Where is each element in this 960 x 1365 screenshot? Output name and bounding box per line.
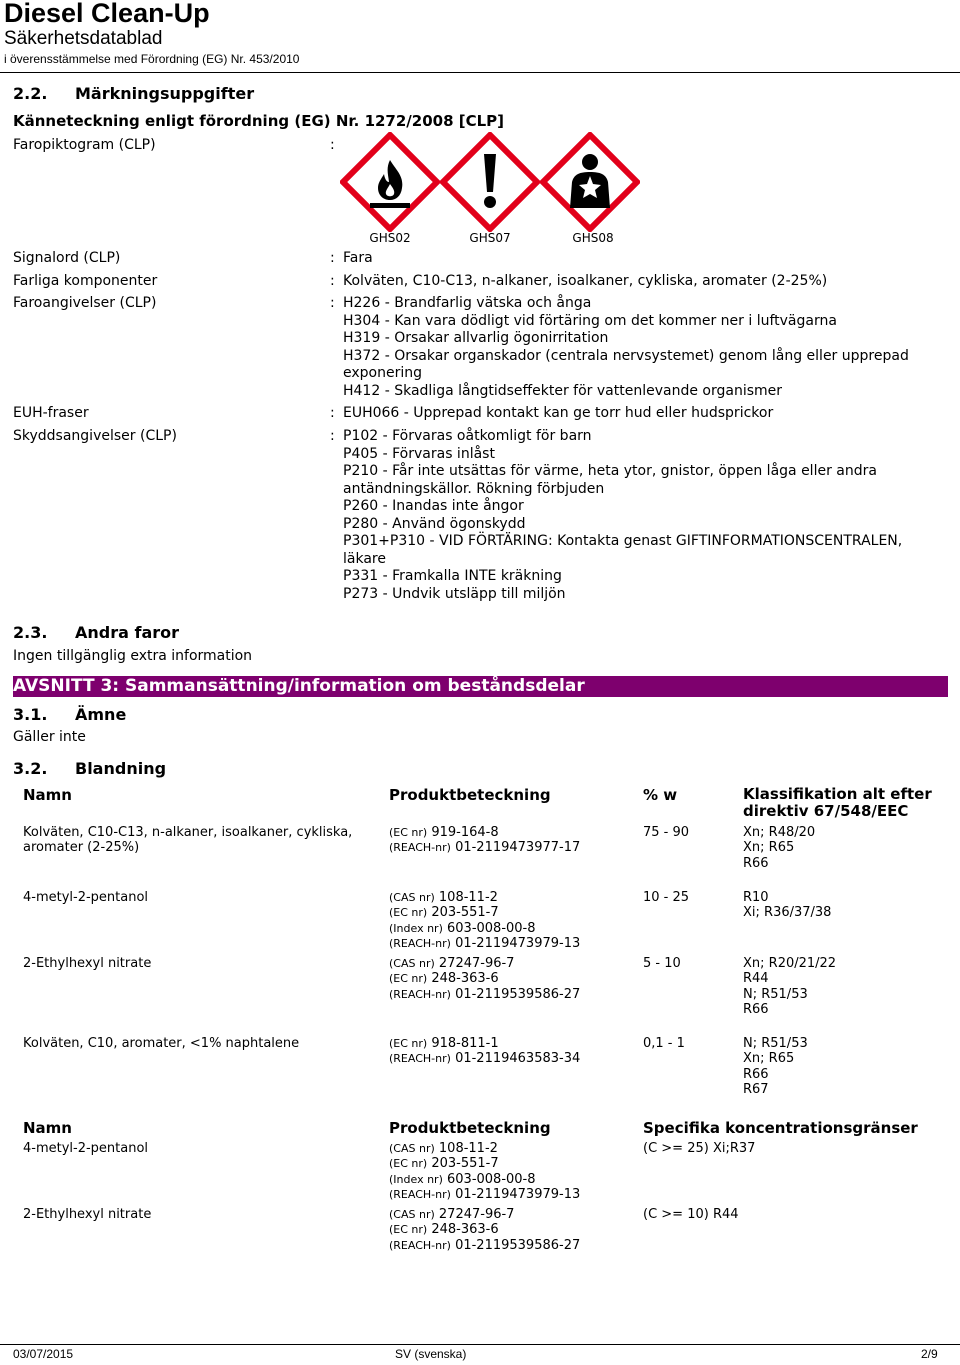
section-title: Andra faror	[75, 623, 180, 642]
identifier-type: (REACH-nr)	[389, 1187, 451, 1201]
footer-divider	[0, 1344, 960, 1345]
precautionary-statement: P273 - Undvik utsläpp till miljön	[343, 585, 566, 602]
precautionary-statement: P301+P310 - VID FÖRTÄRING: Kontakta genast GIFTINFORMATIONSCENTRALEN, läkare	[343, 533, 903, 567]
hazard-statement: H304 - Kan vara dödligt vid förtäring om det kommer ner i luftvägarna	[343, 312, 837, 329]
section-3-1-heading	[13, 705, 126, 724]
pictogram-colon: :	[330, 137, 335, 153]
hazard-statements-label: Faroangivelser (CLP)	[13, 295, 157, 311]
hazard-statement: H226 - Brandfarlig vätska och ånga	[343, 295, 592, 311]
identifier-number: 248-363-6	[431, 1222, 499, 1238]
identifier-line	[389, 1051, 580, 1066]
identifier-number: 203-551-7	[431, 905, 499, 921]
identifier-line	[389, 1187, 580, 1202]
substance-text: Gäller inte	[13, 729, 86, 745]
identifier-number: 108-11-2	[438, 1141, 498, 1156]
identifier-number: 919-164-8	[431, 825, 499, 840]
ghs02-pictogram	[340, 132, 440, 236]
identifier-line	[389, 1036, 580, 1051]
classification-line: Xn; R20/21/22	[743, 956, 837, 971]
precautionary-label: Skyddsangivelser (CLP)	[13, 428, 177, 444]
concentration-limit: (C >= 10) R44	[643, 1207, 739, 1222]
euh-colon: :	[330, 405, 335, 421]
ghs07-pictogram	[440, 132, 540, 236]
classification-line: R67	[743, 1081, 769, 1097]
identifier-number: 603-008-00-8	[447, 1171, 536, 1187]
identifier-type: (REACH-nr)	[389, 1238, 451, 1252]
section-2-3-heading	[13, 623, 179, 642]
t2-header-limits: Specifika koncentrationsgränser	[643, 1119, 918, 1137]
classification-line: Xn; R65	[743, 840, 795, 856]
identifier-number: 01-2119473977-17	[455, 840, 581, 856]
precautionary-statement: P331 - Framkalla INTE kräkning	[343, 568, 562, 584]
identifier-type: (EC nr)	[389, 1223, 428, 1237]
identifier-line	[389, 840, 580, 855]
identifier-line	[389, 987, 580, 1002]
identifier-type: (Index nr)	[389, 921, 443, 935]
identifier-type: (REACH-nr)	[389, 987, 451, 1001]
section-2-2-heading	[13, 84, 254, 103]
product-identifiers	[389, 956, 580, 1002]
t2-header-product: Produktbeteckning	[389, 1119, 551, 1137]
component-classification	[743, 1036, 808, 1097]
section-3-2-heading	[13, 759, 166, 778]
precautionary-statement: P260 - Inandas inte ångor	[343, 498, 524, 514]
identifier-line	[389, 1141, 580, 1156]
classification-line: R66	[743, 1066, 769, 1082]
section-number: 2.3.	[13, 623, 48, 642]
identifier-number: 918-811-1	[431, 1036, 499, 1051]
section-title: Blandning	[75, 759, 167, 778]
footer-language: SV (svenska)	[395, 1347, 467, 1361]
component-name: Kolväten, C10-C13, n-alkaner, isoalkaner, cykliska, aromater (2-25%)	[23, 825, 353, 856]
identifier-line	[389, 936, 580, 951]
identifier-number: 01-2119463583-34	[455, 1051, 581, 1067]
section-number: 3.1.	[13, 705, 48, 724]
identifier-number: 203-551-7	[431, 1156, 499, 1172]
identifier-number: 108-11-2	[438, 890, 498, 905]
classification-line: R10	[743, 890, 769, 905]
ghs08-pictogram	[540, 132, 640, 236]
other-hazards-text: Ingen tillgänglig extra information	[13, 648, 253, 664]
t1-header-percent: % w	[643, 786, 678, 804]
identifier-line	[389, 971, 580, 986]
ghs02-code: GHS02	[369, 231, 411, 245]
component-percent: 0,1 - 1	[643, 1036, 685, 1051]
identifier-type: (EC nr)	[389, 1157, 428, 1171]
header-divider	[0, 72, 960, 73]
identifier-line	[389, 1238, 580, 1253]
hazardous-components-colon: :	[330, 273, 335, 289]
identifier-number: 01-2119539586-27	[455, 986, 581, 1002]
identifier-line	[389, 1156, 580, 1171]
euh-label: EUH-fraser	[13, 405, 89, 421]
identifier-type: (EC nr)	[389, 1037, 428, 1050]
identifier-type: (EC nr)	[389, 972, 428, 986]
component-percent: 5 - 10	[643, 956, 681, 971]
euh-value: EUH066 - Upprepad kontakt kan ge torr hud eller hudsprickor	[343, 405, 774, 421]
concentration-limit: (C >= 25) Xi;R37	[643, 1141, 756, 1156]
ghs08-code: GHS08	[572, 231, 614, 245]
t1-header-name: Namn	[23, 786, 72, 804]
hazard-statement: H412 - Skadliga långtidseffekter för vattenlevande organismer	[343, 382, 783, 399]
footer-date: 03/07/2015	[13, 1347, 74, 1361]
identifier-number: 01-2119473979-13	[455, 1186, 581, 1202]
identifier-number: 27247-96-7	[438, 1207, 515, 1222]
classification-line: Xn; R48/20	[743, 825, 816, 840]
component-name: 4-metyl-2-pentanol	[23, 1141, 149, 1156]
component-name: 2-Ethylhexyl nitrate	[23, 956, 152, 971]
classification-line: Xn; R65	[743, 1051, 795, 1067]
identifier-type: (Index nr)	[389, 1172, 443, 1186]
precautionary-statement: P405 - Förvaras inlåst	[343, 445, 495, 462]
identifier-type: (CAS nr)	[389, 957, 435, 970]
identifier-number: 01-2119539586-27	[455, 1237, 581, 1253]
identifier-type: (EC nr)	[389, 906, 428, 920]
identifier-type: (REACH-nr)	[389, 1052, 451, 1066]
section-title: Märkningsuppgifter	[75, 84, 255, 103]
section-number: 3.2.	[13, 759, 48, 778]
identifier-type: (REACH-nr)	[389, 841, 451, 855]
precautionary-colon: :	[330, 428, 335, 444]
footer-page: 2/9	[921, 1347, 938, 1361]
identifier-type: (CAS nr)	[389, 1142, 435, 1155]
hazard-statements-colon: :	[330, 295, 335, 311]
product-identifiers	[389, 1036, 580, 1067]
identifier-type: (EC nr)	[389, 826, 428, 839]
hazard-statement: H319 - Orsakar allvarlig ögonirritation	[343, 330, 609, 346]
clp-heading: Känneteckning enligt förordning (EG) Nr. 1272/2008 [CLP]	[13, 112, 505, 130]
document-title: Diesel Clean-Up	[4, 0, 210, 28]
product-identifiers	[389, 890, 580, 951]
hazard-statements-list	[343, 295, 953, 400]
flame-icon	[340, 132, 440, 232]
t1-header-product: Produktbeteckning	[389, 786, 551, 804]
t1-header-classification: Klassifikation alt efter direktiv 67/548/EEC	[743, 785, 932, 820]
component-classification	[743, 890, 831, 921]
health-hazard-icon	[540, 132, 640, 232]
signal-word-value: Fara	[343, 250, 373, 266]
identifier-line	[389, 825, 580, 840]
t2-header-name: Namn	[23, 1119, 72, 1137]
identifier-number: 27247-96-7	[438, 956, 515, 971]
signal-word-label: Signalord (CLP)	[13, 250, 121, 266]
hazardous-components-value: Kolväten, C10-C13, n-alkaner, isoalkaner, cykliska, aromater (2-25%)	[343, 273, 828, 289]
component-name: Kolväten, C10, aromater, <1% naphtalene	[23, 1036, 300, 1051]
classification-line: N; R51/53	[743, 986, 808, 1002]
identifier-line	[389, 956, 580, 971]
product-identifiers	[389, 825, 580, 856]
identifier-type: (CAS nr)	[389, 1208, 435, 1221]
identifier-number: 01-2119473979-13	[455, 935, 581, 951]
component-name: 2-Ethylhexyl nitrate	[23, 1207, 152, 1222]
precautionary-statement: P280 - Använd ögonskydd	[343, 515, 526, 532]
identifier-number: 603-008-00-8	[447, 920, 536, 936]
section-title: Ämne	[75, 705, 127, 724]
classification-line: R44	[743, 971, 769, 987]
component-name: 4-metyl-2-pentanol	[23, 890, 149, 905]
product-identifiers	[389, 1207, 580, 1253]
ghs07-code: GHS07	[469, 231, 511, 245]
pictogram-label: Faropiktogram (CLP)	[13, 137, 156, 153]
precautionary-statement: P210 - Får inte utsättas för värme, heta ytor, gnistor, öppen låga eller andra antändningskällor. Rökning förbjuden	[343, 463, 877, 497]
hazardous-components-label: Farliga komponenter	[13, 273, 158, 289]
hazard-statement: H372 - Orsakar organskador (centrala nervsystemet) genom lång eller upprepad exponering	[343, 347, 909, 381]
regulation-note: i överensstämmelse med Förordning (EG) Nr. 453/2010	[4, 52, 300, 66]
component-classification	[743, 956, 836, 1017]
classification-line: R66	[743, 1001, 769, 1017]
component-percent: 10 - 25	[643, 890, 690, 905]
classification-line: R66	[743, 855, 769, 871]
identifier-line	[389, 1172, 580, 1187]
identifier-line	[389, 905, 580, 920]
identifier-type: (REACH-nr)	[389, 936, 451, 950]
document-subtitle: Säkerhetsdatablad	[4, 28, 163, 49]
precautionary-list	[343, 428, 943, 603]
identifier-line	[389, 1222, 580, 1237]
classification-line: N; R51/53	[743, 1036, 808, 1051]
identifier-type: (CAS nr)	[389, 891, 435, 904]
signal-word-colon: :	[330, 250, 335, 266]
identifier-line	[389, 890, 580, 905]
section-number: 2.2.	[13, 84, 48, 103]
exclamation-icon	[440, 132, 540, 232]
component-classification	[743, 825, 815, 871]
classification-line: Xi; R36/37/38	[743, 905, 832, 921]
product-identifiers	[389, 1141, 580, 1202]
identifier-number: 248-363-6	[431, 971, 499, 987]
identifier-line	[389, 921, 580, 936]
identifier-line	[389, 1207, 580, 1222]
precautionary-statement: P102 - Förvaras oåtkomligt för barn	[343, 428, 592, 444]
component-percent: 75 - 90	[643, 825, 690, 840]
section-3-banner: AVSNITT 3: Sammansättning/information om beståndsdelar	[13, 676, 948, 697]
